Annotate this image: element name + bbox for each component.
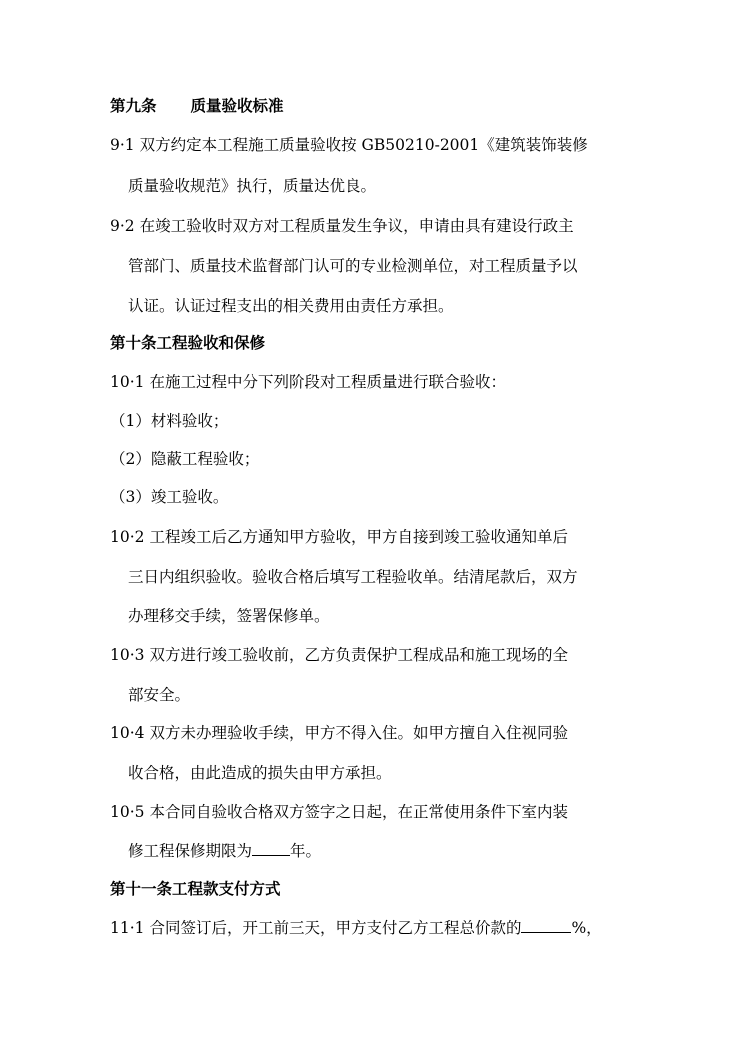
clause-9-2-line-3: 认证。认证过程支出的相关费用由责任方承担。 <box>128 297 454 315</box>
warranty-unit: 年。 <box>290 842 322 860</box>
clause-11-1 <box>110 918 602 938</box>
list-item-2: （2）隐蔽工程验收； <box>110 450 260 468</box>
list-item-1: （1）材料验收； <box>110 412 229 430</box>
clause-9-1-line-1: 9·1 双方约定本工程施工质量验收按 GB50210-2001《建筑装饰装修 <box>110 136 588 154</box>
clause-10-5-line-2 <box>128 841 321 861</box>
payment-percent-blank[interactable] <box>521 918 571 933</box>
payment-text: 11·1 合同签订后，开工前三天，甲方支付乙方工程总价款的 <box>110 919 522 937</box>
section-9-heading <box>110 96 284 116</box>
clause-9-2-line-1: 9·2 在竣工验收时双方对工程质量发生争议，申请由具有建设行政主 <box>110 217 574 235</box>
warranty-years-blank[interactable] <box>252 841 290 856</box>
clause-9-1-line-2: 质量验收规范》执行，质量达优良。 <box>128 177 377 195</box>
section-9-number: 第九条 <box>110 97 157 115</box>
clause-10-2-line-1: 10·2 工程竣工后乙方通知甲方验收，甲方自接到竣工验收通知单后 <box>110 528 568 546</box>
warranty-text: 修工程保修期限为 <box>128 842 253 860</box>
clause-10-3-line-2: 部安全。 <box>128 686 191 704</box>
payment-percent-sign: %， <box>571 919 602 937</box>
clause-10-2-line-3: 办理移交手续，签署保修单。 <box>128 607 330 625</box>
clause-10-4-line-2: 收合格，由此造成的损失由甲方承担。 <box>128 764 392 782</box>
clause-10-4-line-1: 10·4 双方未办理验收手续，甲方不得入住。如甲方擅自入住视同验 <box>110 724 568 742</box>
section-9-title: 质量验收标准 <box>190 97 284 115</box>
clause-10-3-line-1: 10·3 双方进行竣工验收前，乙方负责保护工程成品和施工现场的全 <box>110 646 568 664</box>
list-item-3: （3）竣工验收。 <box>110 488 229 506</box>
clause-9-2-line-2: 管部门、质量技术监督部门认可的专业检测单位，对工程质量予以 <box>128 257 578 275</box>
section-11-heading: 第十一条工程款支付方式 <box>110 880 281 898</box>
section-10-heading: 第十条工程验收和保修 <box>110 334 266 352</box>
clause-10-5-line-1: 10·5 本合同自验收合格双方签字之日起，在正常使用条件下室内装 <box>110 803 568 821</box>
clause-10-2-line-2: 三日内组织验收。验收合格后填写工程验收单。结清尾款后，双方 <box>128 568 578 586</box>
clause-10-1: 10·1 在施工过程中分下列阶段对工程质量进行联合验收： <box>110 373 506 391</box>
